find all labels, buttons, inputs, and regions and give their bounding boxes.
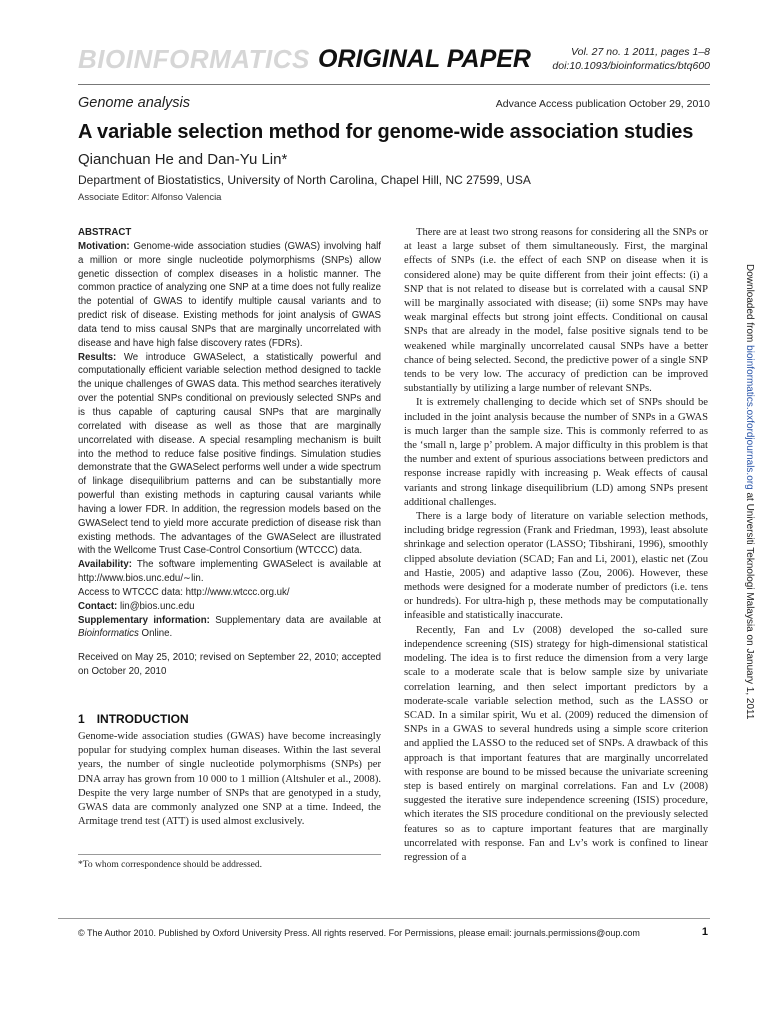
paragraph-2: It is extremely challenging to decide which set of SNPs should be included in the joint analysis because the number of SNPs in a GWAS is much larger than the sample size. This is commonly referred to as the ‘small n, large p’ problem. A major difficulty in this problem is that the number and extent of spurious associations between predictors and response increase rapidly with increasing p. Weak effects of causal variants and strong linkage disequilibrium (LD) among SNPs present additional challenges. <box>404 397 708 508</box>
abstract-supplementary <box>78 614 381 642</box>
author-affiliation: Department of Biostatistics, University of North Carolina, Chapel Hill, NC 27599, USA <box>78 173 531 187</box>
download-note <box>741 264 755 754</box>
footnote-rule <box>78 854 381 855</box>
availability-text: The software implementing GWASelect is available at http://www.bios.unc.edu/∼lin. <box>78 559 381 585</box>
contact-email: lin@bios.unc.edu <box>120 600 195 612</box>
header-rule <box>78 84 710 85</box>
paragraph-1: There are at least two strong reasons for considering all the SNPs or at least a large subset of them simultaneously. First, the marginal effects of SNPs (i.e. the effect of each SNP on disease when it is considered alone) may be quite different from their joint effects: (i) a SNP that is not related to disease but is correlated with a causal SNP will be marginally associated with disease; (ii) some SNPs may have weak marginal effects but strong joint effects. Conditional on causal SNPs that are already in the model, false positive signals tend to be weakened while marginally uncorrelated causal SNPs have a better chance of being selected. Second, the predictive power of a single SNP tends to be very low. The accuracy of prediction can be improved substantially by utilizing a large number of relevant SNPs. <box>404 227 708 395</box>
journal-name: BIOINFORMATICS <box>78 44 310 74</box>
publication-date: Advance Access publication October 29, 2010 <box>495 98 710 110</box>
supp-text: Supplementary data are available at <box>215 614 381 626</box>
motivation-label: Motivation: <box>78 240 130 252</box>
supp-label: Supplementary information: <box>78 614 210 626</box>
paragraph-4: Recently, Fan and Lv (2008) developed the so-called sure independence screening (SIS) strategy for high-dimensional statistical modeling. The idea is to first reduce the dimension from a very large scale to a moderate scale that is below sample size by univariate correlation learning, and then select important predictors by a moderate-scale variable selection method, such as the LASSO or SCAD. In a similar spirit, Wu et al. (2009) reduced the dimension of SNPs in a GWAS to several hundreds using a simple score criterion and applied the LASSO to the reduced set of SNPs. A drawback of this approach is that important features that are marginally uncorrelated with response are bound to be missed because the univariate screening step is based entirely on marginal correlations. Fan and Lv (2008) suggested the iterative sure independence screening (ISIS) procedure, which iterates the SIS procedure conditional on the previously selected features so as to capture important features that are marginally uncorrelated with response. Fan and Lv’s work is confined to linear regression of a <box>404 624 708 863</box>
availability-label: Availability: <box>78 559 133 571</box>
download-prefix: Downloaded from <box>744 264 755 343</box>
supp-end: Online. <box>141 628 173 640</box>
results-text: We introduce GWASelect, a statistically powerful and computationally efficient variable selection method designed to tackle the unique challenges of GWAS data. This method searches iteratively over the potential SNPs conditional on previously selected SNPs and is thus capable of capturing causal SNPs that are marginally correlated with disease as well as those that are marginally uncorrelated with disease. A special resampling mechanism is built into the method to reduce false positive findings. Simulation studies demonstrate that the GWASelect performs well under a wide spectrum of linkage disequilibrium patterns and can be substantially more powerful than existing methods in capturing causal variants while having a lower FDR. In addition, the regression models based on the GWASelect tend to yield more accurate prediction of disease risk than existing methods. The advantages of the GWASelect are illustrated with the Wellcome Trust Case-Control Consortium (WTCCC) data. <box>78 351 381 557</box>
doi: doi:10.1093/bioinformatics/btq600 <box>552 60 710 72</box>
paragraph-3: There is a large body of literature on variable selection methods, including bridge regression (Frank and Friedman, 1993), least absolute shrinkage and selection operator (LASSO; Tibshirani, 1996), smoothly clipped absolute deviation (SCAD; Fan and Li, 2001), elastic net (Zou and Hastie, 2005) and adaptive lasso (Zou, 2006). However, these methods were designed for a moderate number of predictors (i.e. tens or hundreds). For ultra-high p, these methods may be computationally infeasible and statistically inaccurate. <box>404 511 708 622</box>
section-title: INTRODUCTION <box>96 712 189 726</box>
footnote: *To whom correspondence should be addressed. <box>78 860 263 870</box>
copyright-notice: © The Author 2010. Published by Oxford University Press. All rights reserved. For Permissions, please email: journals.permissions@oup.com <box>78 928 640 938</box>
volume-info <box>552 45 710 73</box>
volume-line: Vol. 27 no. 1 2011, pages 1–8 <box>571 46 710 58</box>
article-title: A variable selection method for genome-wide association studies <box>78 121 694 143</box>
footer-rule <box>58 918 710 919</box>
download-note-text <box>744 264 755 719</box>
paper-type: ORIGINAL PAPER <box>318 45 531 73</box>
abstract-results <box>78 351 381 559</box>
section-number: 1 <box>78 712 85 726</box>
results-label: Results: <box>78 351 117 363</box>
abstract-availability <box>78 558 381 586</box>
section-label: Genome analysis <box>78 95 191 111</box>
abstract-heading: ABSTRACT <box>78 227 132 238</box>
abstract-contact <box>78 600 381 614</box>
received-dates: Received on May 25, 2010; revised on September 22, 2010; accepted on October 20, 2010 <box>78 652 381 678</box>
introduction-text <box>78 730 381 829</box>
spacer <box>78 641 381 651</box>
page-number: 1 <box>701 926 708 938</box>
download-suffix: at Universiti Teknologi Malaysia on January 1, 2011 <box>744 492 755 720</box>
abstract <box>78 226 381 679</box>
introduction-heading <box>78 712 189 726</box>
associate-editor: Associate Editor: Alfonso Valencia <box>78 192 222 203</box>
intro-paragraph: Genome-wide association studies (GWAS) have become increasingly popular for studying complex human diseases. Within the last several years, the number of single nucleotide polymorphisms (SNPs) per DNA array has grown from 10 000 to 1 million (Altshuler et al., 2008). Despite the very large number of SNPs that are genotyped in a study, GWAS data are commonly analyzed one SNP at a time. Indeed, the Armitage trend test (ATT) is used almost exclusively. <box>78 731 381 828</box>
download-link[interactable]: bioinformatics.oxfordjournals.org <box>744 345 755 490</box>
abstract-motivation <box>78 240 381 351</box>
contact-label: Contact: <box>78 600 118 612</box>
access-text: Access to WTCCC data: http://www.wtccc.org.uk/ <box>78 586 290 598</box>
supp-journal: Bioinformatics <box>78 628 139 640</box>
motivation-text: Genome-wide association studies (GWAS) involving half a million or more single nucleotide polymorphisms (SNPs) allow genetic dissection of complex diseases in a holistic manner. The common practice of analyzing one SNP at a time does not fully realize the potential of GWAS to identify multiple causal variants and to predict risk of disease. Existing methods for joint analysis of GWAS data tend to miss causal SNPs that are marginally uncorrelated with disease and have high false discovery rates (FDRs). <box>78 240 381 349</box>
article-authors: Qianchuan He and Dan-Yu Lin* <box>78 151 288 168</box>
right-column <box>404 226 708 865</box>
